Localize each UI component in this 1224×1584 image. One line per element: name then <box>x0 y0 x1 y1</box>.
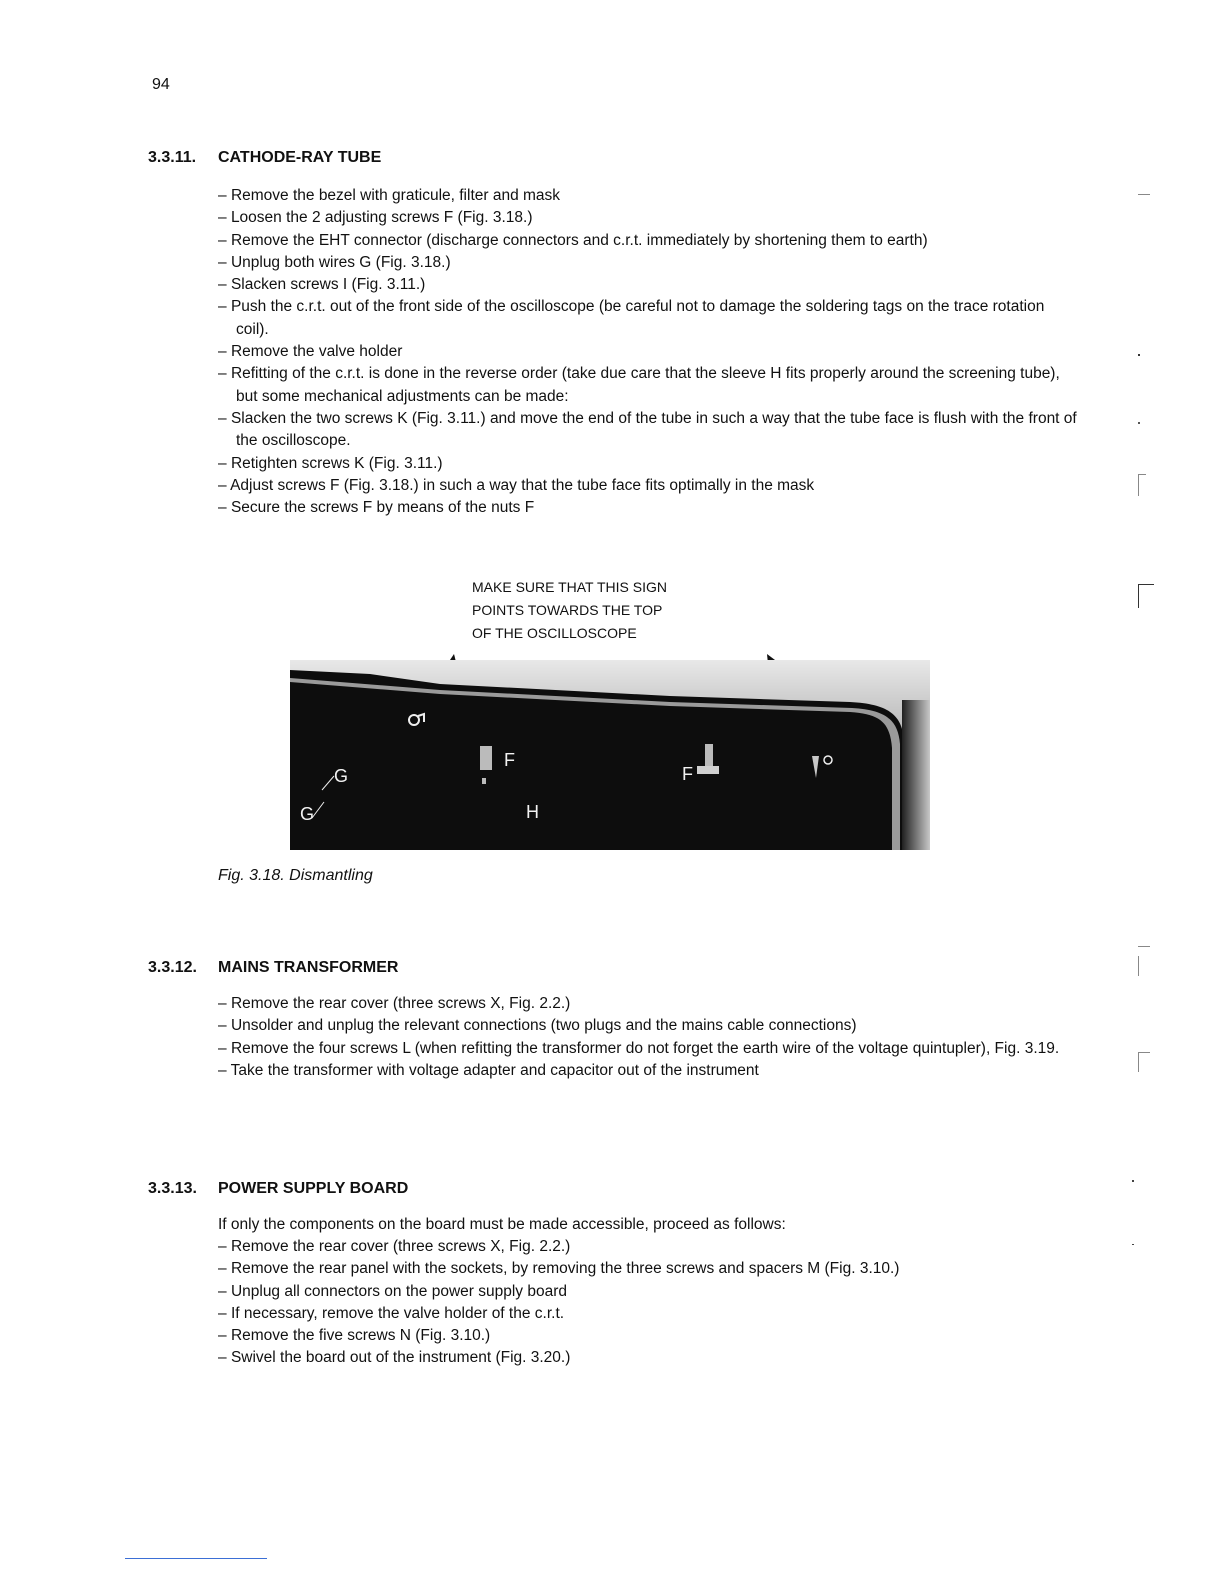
label-h: H <box>526 802 539 822</box>
list-item: – Retighten screws K (Fig. 3.11.) <box>218 453 1078 475</box>
footer-rule <box>125 1558 267 1559</box>
scan-mark <box>1138 422 1140 424</box>
section-title: CATHODE-RAY TUBE <box>218 149 382 166</box>
label-f-right: F <box>682 764 693 784</box>
figure-caption: Fig. 3.18. Dismantling <box>218 867 373 884</box>
list-item: – Slacken the two screws K (Fig. 3.11.) and move the end of the tube in such a way that the tube face is flush with the front of the oscilloscope. <box>218 408 1078 453</box>
section-number: 3.3.13. <box>148 1180 197 1197</box>
power-supply-steps-list <box>218 1236 1078 1370</box>
list-item: – Remove the rear cover (three screws X, Fig. 2.2.) <box>218 993 1078 1015</box>
list-item: – Remove the rear cover (three screws X, Fig. 2.2.) <box>218 1236 1078 1258</box>
crt-photo-drawing <box>290 660 930 850</box>
section-number: 3.3.11. <box>148 149 197 166</box>
scan-mark <box>1132 1180 1134 1182</box>
page-number: 94 <box>152 76 170 93</box>
label-g-lower: G <box>300 804 315 824</box>
scan-mark <box>1132 1244 1134 1245</box>
section-title: POWER SUPPLY BOARD <box>218 1180 409 1197</box>
list-item: – If necessary, remove the valve holder of the c.r.t. <box>218 1303 1078 1325</box>
list-item: – Remove the five screws N (Fig. 3.10.) <box>218 1325 1078 1347</box>
scan-mark <box>1138 584 1139 608</box>
figure-dismantling <box>290 560 930 850</box>
transformer-steps-list <box>218 993 1078 1082</box>
scan-mark <box>1138 1052 1139 1072</box>
list-item: – Slacken screws I (Fig. 3.11.) <box>218 274 1078 296</box>
list-item: – Adjust screws F (Fig. 3.18.) in such a way that the tube face fits optimally in the mask <box>218 475 1078 497</box>
screw-f-left-nut-icon <box>482 778 486 784</box>
crt-steps-list <box>218 185 1078 519</box>
side-edge <box>902 700 930 850</box>
section-heading-mains-transformer <box>148 959 398 977</box>
list-item: – Remove the rear panel with the sockets, by removing the three screws and spacers M (Fig. 3.10.) <box>218 1258 1078 1280</box>
list-item: – Remove the valve holder <box>218 341 1078 363</box>
section-heading-crt <box>148 149 381 167</box>
list-item: – Remove the EHT connector (discharge connectors and c.r.t. immediately by shortening them to earth) <box>218 230 1078 252</box>
screw-f-right-nut-icon <box>697 766 719 774</box>
list-item: – Unsolder and unplug the relevant connections (two plugs and the mains cable connections) <box>218 1015 1078 1037</box>
list-item: – Unplug all connectors on the power supply board <box>218 1281 1078 1303</box>
list-item: – Refitting of the c.r.t. is done in the reverse order (take due care that the sleeve H fits properly around the screening tube), but some mechanical adjustments can be made: <box>218 363 1078 408</box>
scan-mark <box>1138 354 1140 356</box>
callout-line: POINTS TOWARDS THE TOP <box>472 602 663 618</box>
scan-mark <box>1138 946 1150 947</box>
list-item: – Remove the four screws L (when refitting the transformer do not forget the earth wire of the voltage quintupler), Fig. 3.19. <box>218 1038 1078 1060</box>
crt-photo <box>290 660 930 850</box>
section-number: 3.3.12. <box>148 959 197 976</box>
scan-mark <box>1138 956 1139 976</box>
scan-mark <box>1138 474 1146 475</box>
list-item: – Secure the screws F by means of the nuts F <box>218 497 1078 519</box>
scan-artifacts <box>1128 120 1168 1380</box>
list-item: – Loosen the 2 adjusting screws F (Fig. 3.18.) <box>218 207 1078 229</box>
list-item: – Swivel the board out of the instrument (Fig. 3.20.) <box>218 1347 1078 1369</box>
section-heading-power-supply-board <box>148 1180 408 1198</box>
callout-line: OF THE OSCILLOSCOPE <box>472 625 637 641</box>
scan-mark <box>1138 474 1139 496</box>
section-intro: If only the components on the board must be made accessible, proceed as follows: <box>218 1216 786 1233</box>
scan-mark <box>1138 194 1150 195</box>
screw-f-left-icon <box>480 746 492 770</box>
callout-line: MAKE SURE THAT THIS SIGN <box>472 579 668 595</box>
list-item: – Take the transformer with voltage adapter and capacitor out of the instrument <box>218 1060 1078 1082</box>
list-item: – Unplug both wires G (Fig. 3.18.) <box>218 252 1078 274</box>
label-g-upper: G <box>334 766 349 786</box>
label-f-left: F <box>504 750 515 770</box>
list-item: – Remove the bezel with graticule, filter and mask <box>218 185 1078 207</box>
scan-mark <box>1138 1052 1150 1053</box>
section-title: MAINS TRANSFORMER <box>218 959 399 976</box>
list-item: – Push the c.r.t. out of the front side of the oscilloscope (be careful not to damage the soldering tags on the trace rotation coil). <box>218 296 1078 341</box>
scan-mark <box>1138 584 1154 585</box>
